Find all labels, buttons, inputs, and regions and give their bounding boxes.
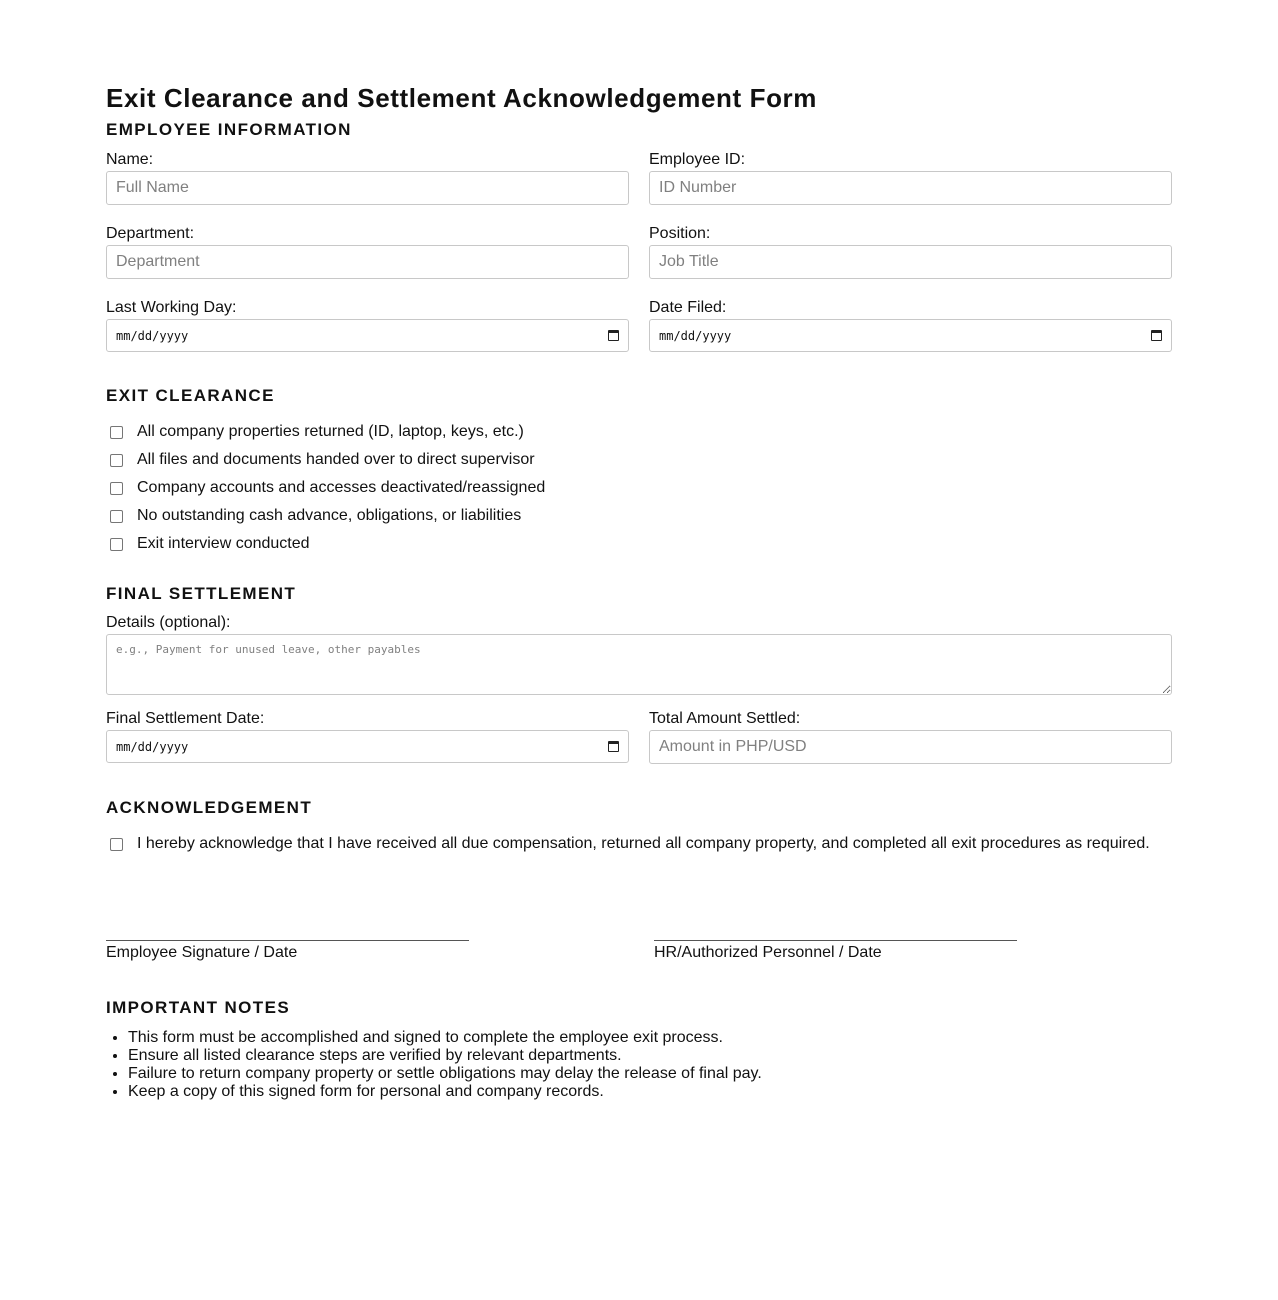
calendar-icon[interactable]: [1151, 330, 1162, 341]
acknowledgement-heading: ACKNOWLEDGEMENT: [106, 798, 313, 817]
clearance-item[interactable]: [106, 474, 1172, 502]
checkbox[interactable]: [110, 426, 123, 439]
date-format-text: mm/dd/yyyy: [116, 739, 189, 754]
settlement-details-label: Details (optional):: [106, 614, 231, 631]
date-filed-label: Date Filed:: [649, 299, 727, 316]
employee-info-heading: EMPLOYEE INFORMATION: [106, 120, 352, 139]
checkbox[interactable]: [110, 482, 123, 495]
signature-row: [106, 940, 1172, 962]
employee-id-input[interactable]: [649, 171, 1172, 205]
note-item: • Failure to return company property or settle obligations may delay the release of final pay.: [128, 1065, 1172, 1083]
clearance-item[interactable]: [106, 446, 1172, 474]
notes-list: [106, 1029, 1172, 1101]
department-label: Department:: [106, 225, 195, 242]
checkbox[interactable]: [110, 538, 123, 551]
clearance-item-label: All company properties returned (ID, laptop, keys, etc.): [137, 423, 524, 440]
clearance-item-label: All files and documents handed over to direct supervisor: [137, 451, 535, 468]
clearance-item-label: Company accounts and accesses deactivated/reassigned: [137, 479, 546, 496]
checkbox[interactable]: [110, 510, 123, 523]
note-item: • Ensure all listed clearance steps are verified by relevant departments.: [128, 1047, 1172, 1065]
calendar-icon[interactable]: [608, 330, 619, 341]
position-label: Position:: [649, 225, 711, 242]
exit-clearance-heading: EXIT CLEARANCE: [106, 386, 275, 405]
date-format-text: mm/dd/yyyy: [116, 328, 189, 343]
settlement-details-textarea[interactable]: [106, 634, 1172, 695]
checkbox[interactable]: [110, 838, 123, 851]
exit-clearance-list: [106, 418, 1172, 558]
clearance-item[interactable]: [106, 418, 1172, 446]
last-working-day-input[interactable]: [106, 319, 629, 352]
checkbox[interactable]: [110, 454, 123, 467]
clearance-item-label: Exit interview conducted: [137, 535, 310, 552]
clearance-item[interactable]: [106, 502, 1172, 530]
acknowledgement-list: [106, 830, 1172, 858]
calendar-icon[interactable]: [608, 741, 619, 752]
position-input[interactable]: [649, 245, 1172, 279]
total-amount-input[interactable]: [649, 730, 1172, 764]
form-page: [106, 0, 1172, 1101]
important-notes-heading: IMPORTANT NOTES: [106, 998, 291, 1017]
name-input[interactable]: [106, 171, 629, 205]
date-filed-input[interactable]: [649, 319, 1172, 352]
clearance-item[interactable]: [106, 530, 1172, 558]
form-title: Exit Clearance and Settlement Acknowledgement Form: [106, 83, 817, 113]
date-format-text: mm/dd/yyyy: [659, 328, 732, 343]
acknowledgement-statement: I hereby acknowledge that I have received all due compensation, returned all company property, and completed all exit procedures as required.: [137, 835, 1150, 852]
last-working-day-label: Last Working Day:: [106, 299, 237, 316]
name-label: Name:: [106, 151, 154, 168]
final-settlement-date-input[interactable]: [106, 730, 629, 763]
department-input[interactable]: [106, 245, 629, 279]
final-settlement-heading: FINAL SETTLEMENT: [106, 584, 297, 603]
final-settlement-date-label: Final Settlement Date:: [106, 710, 265, 727]
employee-id-label: Employee ID:: [649, 151, 746, 168]
note-item: • Keep a copy of this signed form for personal and company records.: [128, 1083, 1172, 1101]
note-item: • This form must be accomplished and signed to complete the employee exit process.: [128, 1029, 1172, 1047]
total-amount-label: Total Amount Settled:: [649, 710, 801, 727]
acknowledgement-item[interactable]: [106, 830, 1172, 858]
hr-signature-line: HR/Authorized Personnel / Date: [654, 940, 1017, 962]
employee-signature-line: Employee Signature / Date: [106, 940, 469, 962]
clearance-item-label: No outstanding cash advance, obligations, or liabilities: [137, 507, 522, 524]
